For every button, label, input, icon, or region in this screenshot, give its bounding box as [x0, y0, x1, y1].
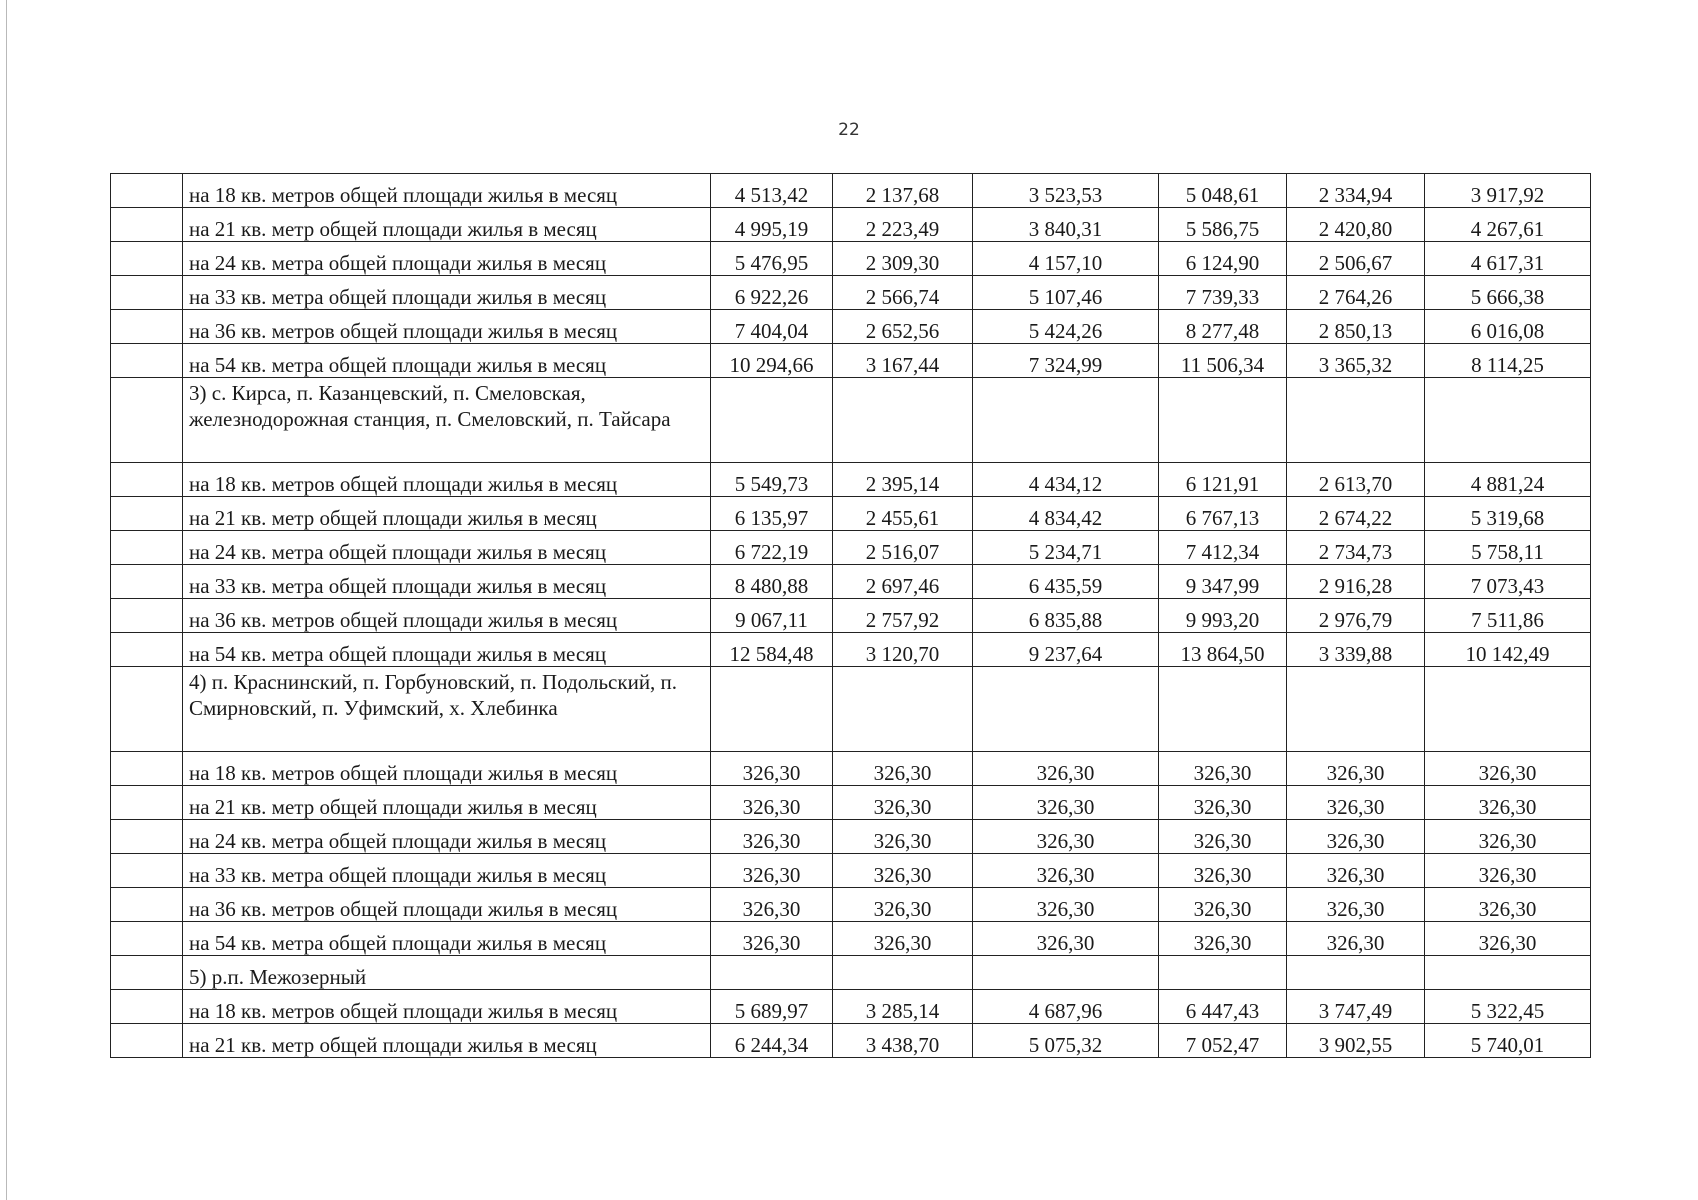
- value-cell: 326,30: [1159, 922, 1287, 956]
- row-index-cell: [111, 786, 183, 820]
- value-cell: 5 048,61: [1159, 174, 1287, 208]
- row-index-cell: [111, 344, 183, 378]
- value-cell: 326,30: [833, 888, 973, 922]
- value-cell: 2 137,68: [833, 174, 973, 208]
- value-cell: 5 075,32: [973, 1024, 1159, 1058]
- value-cell: 326,30: [973, 752, 1159, 786]
- value-cell: 326,30: [1287, 820, 1425, 854]
- row-index-cell: [111, 497, 183, 531]
- value-cell: 326,30: [711, 820, 833, 854]
- area-norm-label: на 21 кв. метр общей площади жилья в месяц: [183, 1024, 711, 1058]
- value-cell: 2 613,70: [1287, 463, 1425, 497]
- row-index-cell: [111, 854, 183, 888]
- table-row: [111, 344, 1591, 378]
- value-cell: 6 124,90: [1159, 242, 1287, 276]
- area-norm-label: на 21 кв. метр общей площади жилья в месяц: [183, 208, 711, 242]
- value-cell: 2 697,46: [833, 565, 973, 599]
- value-cell: 326,30: [711, 888, 833, 922]
- area-norm-label: на 33 кв. метра общей площади жилья в месяц: [183, 854, 711, 888]
- value-cell: [833, 378, 973, 463]
- value-cell: 326,30: [973, 888, 1159, 922]
- value-cell: 8 114,25: [1425, 344, 1591, 378]
- value-cell: 9 347,99: [1159, 565, 1287, 599]
- area-norm-label: на 54 кв. метра общей площади жилья в месяц: [183, 633, 711, 667]
- row-index-cell: [111, 956, 183, 990]
- table-row: [111, 633, 1591, 667]
- table-row: [111, 1024, 1591, 1058]
- value-cell: 326,30: [711, 752, 833, 786]
- value-cell: 2 334,94: [1287, 174, 1425, 208]
- value-cell: 326,30: [833, 922, 973, 956]
- value-cell: 7 511,86: [1425, 599, 1591, 633]
- row-index-cell: [111, 463, 183, 497]
- value-cell: [711, 956, 833, 990]
- value-cell: 326,30: [1159, 752, 1287, 786]
- value-cell: 4 434,12: [973, 463, 1159, 497]
- row-index-cell: [111, 208, 183, 242]
- row-index-cell: [111, 990, 183, 1024]
- row-index-cell: [111, 565, 183, 599]
- value-cell: 3 523,53: [973, 174, 1159, 208]
- value-cell: 326,30: [1425, 922, 1591, 956]
- value-cell: 2 734,73: [1287, 531, 1425, 565]
- value-cell: 6 016,08: [1425, 310, 1591, 344]
- area-norm-label: на 24 кв. метра общей площади жилья в месяц: [183, 531, 711, 565]
- value-cell: [1425, 956, 1591, 990]
- row-index-cell: [111, 242, 183, 276]
- section-header-row: [111, 956, 1591, 990]
- value-cell: 5 234,71: [973, 531, 1159, 565]
- area-norm-label: на 18 кв. метров общей площади жилья в месяц: [183, 463, 711, 497]
- row-index-cell: [111, 752, 183, 786]
- value-cell: [1159, 956, 1287, 990]
- rates-table: [110, 173, 1591, 1058]
- value-cell: 2 420,80: [1287, 208, 1425, 242]
- row-index-cell: [111, 174, 183, 208]
- value-cell: 6 135,97: [711, 497, 833, 531]
- value-cell: 326,30: [1425, 820, 1591, 854]
- value-cell: [1425, 378, 1591, 463]
- value-cell: 326,30: [1159, 820, 1287, 854]
- area-norm-label: на 21 кв. метр общей площади жилья в месяц: [183, 786, 711, 820]
- value-cell: 6 121,91: [1159, 463, 1287, 497]
- value-cell: 7 739,33: [1159, 276, 1287, 310]
- row-index-cell: [111, 888, 183, 922]
- area-norm-label: на 36 кв. метров общей площади жилья в месяц: [183, 599, 711, 633]
- value-cell: [1425, 667, 1591, 752]
- table-row: [111, 922, 1591, 956]
- table-row: [111, 888, 1591, 922]
- value-cell: 6 435,59: [973, 565, 1159, 599]
- settlement-group-label: 3) с. Кирса, п. Казанцевский, п. Смеловская, железнодорожная станция, п. Смеловский, п. Тайсара: [183, 378, 711, 463]
- value-cell: 10 142,49: [1425, 633, 1591, 667]
- value-cell: 326,30: [711, 786, 833, 820]
- value-cell: 326,30: [1425, 786, 1591, 820]
- value-cell: 3 167,44: [833, 344, 973, 378]
- value-cell: 326,30: [1159, 888, 1287, 922]
- value-cell: 5 319,68: [1425, 497, 1591, 531]
- row-index-cell: [111, 378, 183, 463]
- value-cell: [973, 956, 1159, 990]
- area-norm-label: на 18 кв. метров общей площади жилья в месяц: [183, 174, 711, 208]
- value-cell: 2 309,30: [833, 242, 973, 276]
- value-cell: 2 764,26: [1287, 276, 1425, 310]
- table-row: [111, 276, 1591, 310]
- value-cell: 326,30: [833, 752, 973, 786]
- value-cell: 3 917,92: [1425, 174, 1591, 208]
- settlement-group-label: 4) п. Краснинский, п. Горбуновский, п. Подольский, п. Смирновский, п. Уфимский, х. Хлебинка: [183, 667, 711, 752]
- value-cell: 326,30: [1287, 922, 1425, 956]
- value-cell: 7 052,47: [1159, 1024, 1287, 1058]
- value-cell: 4 513,42: [711, 174, 833, 208]
- value-cell: 2 916,28: [1287, 565, 1425, 599]
- value-cell: 326,30: [833, 820, 973, 854]
- value-cell: [1159, 667, 1287, 752]
- table-row: [111, 599, 1591, 633]
- area-norm-label: на 54 кв. метра общей площади жилья в месяц: [183, 922, 711, 956]
- value-cell: 326,30: [1159, 854, 1287, 888]
- value-cell: 2 850,13: [1287, 310, 1425, 344]
- table-row: [111, 565, 1591, 599]
- value-cell: 2 757,92: [833, 599, 973, 633]
- settlement-group-label: 5) р.п. Межозерный: [183, 956, 711, 990]
- value-cell: 2 223,49: [833, 208, 973, 242]
- value-cell: 7 412,34: [1159, 531, 1287, 565]
- value-cell: 2 455,61: [833, 497, 973, 531]
- value-cell: [973, 378, 1159, 463]
- value-cell: 6 244,34: [711, 1024, 833, 1058]
- value-cell: 326,30: [1287, 786, 1425, 820]
- value-cell: 326,30: [973, 922, 1159, 956]
- value-cell: 7 324,99: [973, 344, 1159, 378]
- area-norm-label: на 21 кв. метр общей площади жилья в месяц: [183, 497, 711, 531]
- value-cell: 326,30: [711, 922, 833, 956]
- area-norm-label: на 24 кв. метра общей площади жилья в месяц: [183, 820, 711, 854]
- value-cell: [833, 667, 973, 752]
- value-cell: [1287, 378, 1425, 463]
- value-cell: 4 267,61: [1425, 208, 1591, 242]
- table-row: [111, 310, 1591, 344]
- value-cell: 5 107,46: [973, 276, 1159, 310]
- area-norm-label: на 18 кв. метров общей площади жилья в месяц: [183, 752, 711, 786]
- value-cell: 2 652,56: [833, 310, 973, 344]
- value-cell: 326,30: [833, 854, 973, 888]
- value-cell: [1287, 667, 1425, 752]
- value-cell: [711, 667, 833, 752]
- row-index-cell: [111, 531, 183, 565]
- value-cell: 12 584,48: [711, 633, 833, 667]
- table-row: [111, 531, 1591, 565]
- value-cell: 13 864,50: [1159, 633, 1287, 667]
- value-cell: 326,30: [1159, 786, 1287, 820]
- value-cell: 4 881,24: [1425, 463, 1591, 497]
- value-cell: 5 586,75: [1159, 208, 1287, 242]
- row-index-cell: [111, 310, 183, 344]
- value-cell: 5 424,26: [973, 310, 1159, 344]
- value-cell: 5 666,38: [1425, 276, 1591, 310]
- rates-table-body: [111, 174, 1591, 1058]
- value-cell: 9 067,11: [711, 599, 833, 633]
- value-cell: 9 237,64: [973, 633, 1159, 667]
- value-cell: 7 073,43: [1425, 565, 1591, 599]
- value-cell: 2 976,79: [1287, 599, 1425, 633]
- row-index-cell: [111, 276, 183, 310]
- row-index-cell: [111, 922, 183, 956]
- table-row: [111, 786, 1591, 820]
- value-cell: 5 758,11: [1425, 531, 1591, 565]
- value-cell: 3 438,70: [833, 1024, 973, 1058]
- row-index-cell: [111, 667, 183, 752]
- value-cell: 326,30: [1425, 752, 1591, 786]
- value-cell: 4 617,31: [1425, 242, 1591, 276]
- value-cell: 326,30: [1425, 854, 1591, 888]
- value-cell: 4 834,42: [973, 497, 1159, 531]
- scan-edge-line: [6, 0, 7, 1200]
- value-cell: 3 840,31: [973, 208, 1159, 242]
- value-cell: 3 285,14: [833, 990, 973, 1024]
- value-cell: 3 747,49: [1287, 990, 1425, 1024]
- value-cell: 326,30: [973, 786, 1159, 820]
- value-cell: 4 995,19: [711, 208, 833, 242]
- table-row: [111, 208, 1591, 242]
- table-row: [111, 854, 1591, 888]
- section-header-row: [111, 378, 1591, 463]
- value-cell: 6 447,43: [1159, 990, 1287, 1024]
- row-index-cell: [111, 1024, 183, 1058]
- value-cell: 2 506,67: [1287, 242, 1425, 276]
- value-cell: 4 157,10: [973, 242, 1159, 276]
- value-cell: 326,30: [973, 854, 1159, 888]
- table-row: [111, 990, 1591, 1024]
- value-cell: 2 516,07: [833, 531, 973, 565]
- value-cell: 326,30: [1425, 888, 1591, 922]
- value-cell: 326,30: [1287, 888, 1425, 922]
- value-cell: 5 322,45: [1425, 990, 1591, 1024]
- table-row: [111, 820, 1591, 854]
- area-norm-label: на 33 кв. метра общей площади жилья в месяц: [183, 276, 711, 310]
- value-cell: [711, 378, 833, 463]
- value-cell: 326,30: [973, 820, 1159, 854]
- area-norm-label: на 36 кв. метров общей площади жилья в месяц: [183, 888, 711, 922]
- value-cell: 6 722,19: [711, 531, 833, 565]
- table-row: [111, 242, 1591, 276]
- value-cell: 3 339,88: [1287, 633, 1425, 667]
- area-norm-label: на 54 кв. метра общей площади жилья в месяц: [183, 344, 711, 378]
- value-cell: 5 549,73: [711, 463, 833, 497]
- value-cell: 10 294,66: [711, 344, 833, 378]
- value-cell: 326,30: [1287, 854, 1425, 888]
- value-cell: 6 835,88: [973, 599, 1159, 633]
- section-header-row: [111, 667, 1591, 752]
- row-index-cell: [111, 820, 183, 854]
- value-cell: 2 566,74: [833, 276, 973, 310]
- value-cell: 5 740,01: [1425, 1024, 1591, 1058]
- table-row: [111, 752, 1591, 786]
- value-cell: 3 365,32: [1287, 344, 1425, 378]
- row-index-cell: [111, 633, 183, 667]
- value-cell: 2 395,14: [833, 463, 973, 497]
- value-cell: [1159, 378, 1287, 463]
- value-cell: 4 687,96: [973, 990, 1159, 1024]
- value-cell: 326,30: [833, 786, 973, 820]
- value-cell: 7 404,04: [711, 310, 833, 344]
- value-cell: [973, 667, 1159, 752]
- row-index-cell: [111, 599, 183, 633]
- value-cell: 11 506,34: [1159, 344, 1287, 378]
- area-norm-label: на 36 кв. метров общей площади жилья в месяц: [183, 310, 711, 344]
- value-cell: 326,30: [1287, 752, 1425, 786]
- area-norm-label: на 33 кв. метра общей площади жилья в месяц: [183, 565, 711, 599]
- value-cell: 6 922,26: [711, 276, 833, 310]
- value-cell: 5 689,97: [711, 990, 833, 1024]
- value-cell: [1287, 956, 1425, 990]
- value-cell: [833, 956, 973, 990]
- value-cell: 2 674,22: [1287, 497, 1425, 531]
- table-row: [111, 497, 1591, 531]
- value-cell: 326,30: [711, 854, 833, 888]
- value-cell: 6 767,13: [1159, 497, 1287, 531]
- table-row: [111, 174, 1591, 208]
- area-norm-label: на 18 кв. метров общей площади жилья в месяц: [183, 990, 711, 1024]
- area-norm-label: на 24 кв. метра общей площади жилья в месяц: [183, 242, 711, 276]
- value-cell: 3 120,70: [833, 633, 973, 667]
- value-cell: 5 476,95: [711, 242, 833, 276]
- value-cell: 3 902,55: [1287, 1024, 1425, 1058]
- value-cell: 8 480,88: [711, 565, 833, 599]
- value-cell: 8 277,48: [1159, 310, 1287, 344]
- table-row: [111, 463, 1591, 497]
- value-cell: 9 993,20: [1159, 599, 1287, 633]
- page-number: 22: [838, 120, 860, 140]
